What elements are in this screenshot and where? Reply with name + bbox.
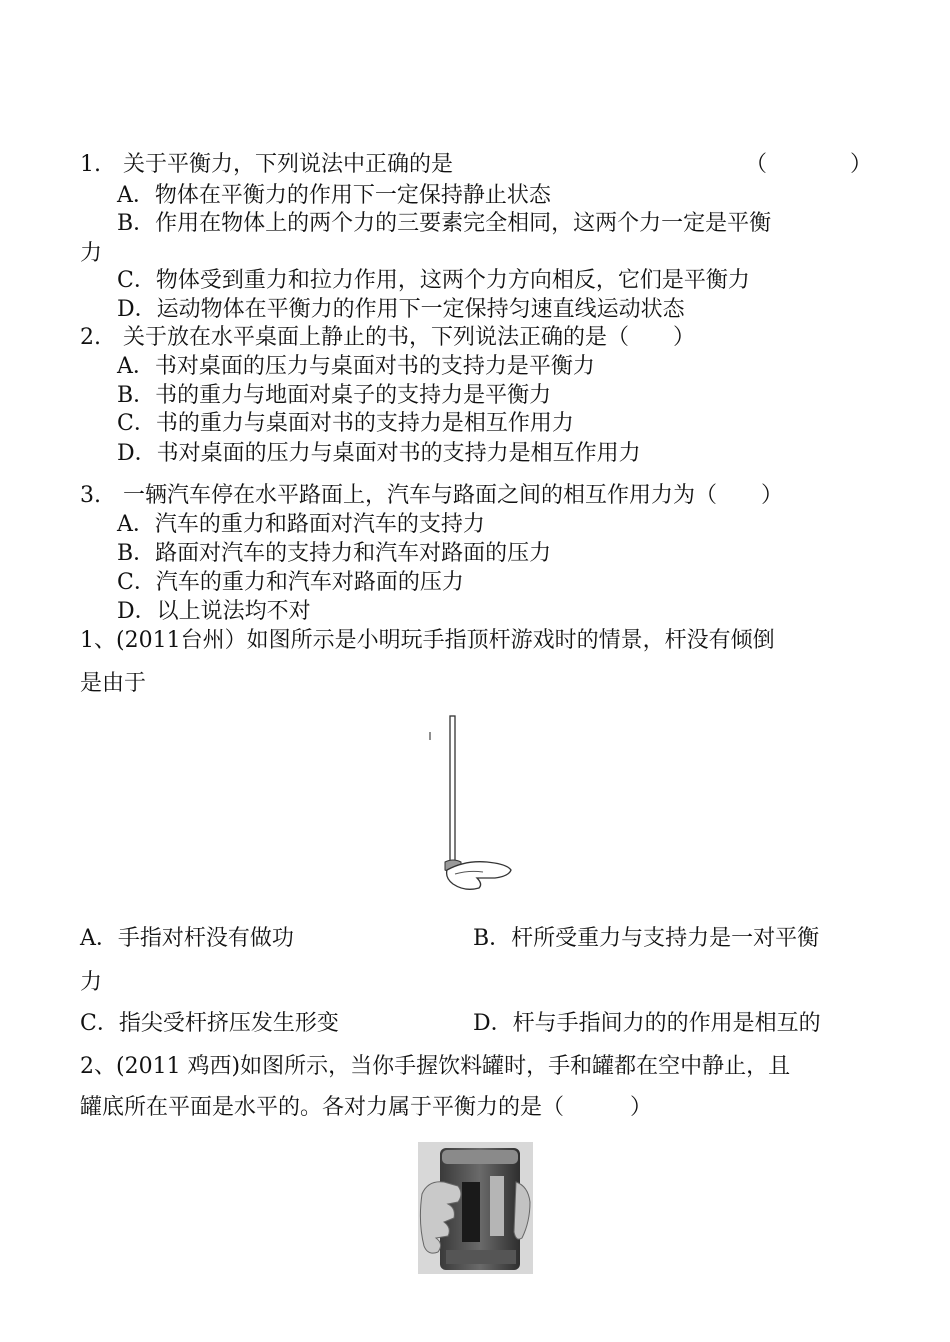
- q3-stem: 3. 一辆汽车停在水平路面上，汽车与路面之间的相互作用力为（ ）: [80, 483, 783, 508]
- q3-option-c: C．汽车的重力和汽车对路面的压力: [117, 570, 464, 595]
- q2-option-b: B．书的重力与地面对桌子的支持力是平衡力: [117, 383, 552, 408]
- q3-option-b: B．路面对汽车的支持力和汽车对路面的压力: [117, 541, 552, 566]
- e2-stem-line2: 罐底所在平面是水平的。各对力属于平衡力的是（ ）: [80, 1095, 653, 1120]
- finger-balancing-rod-figure: [425, 712, 530, 897]
- e1-stem-line1: 1、(2011台州）如图所示是小明玩手指顶杆游戏时的情景，杆没有倾倒: [80, 628, 775, 653]
- q1-option-a: A．物体在平衡力的作用下一定保持静止状态: [117, 183, 551, 208]
- q1-option-d: D．运动物体在平衡力的作用下一定保持匀速直线运动状态: [117, 297, 685, 322]
- e2-stem-line1: 2、(2011 鸡西)如图所示，当你手握饮料罐时，手和罐都在空中静止，且: [80, 1054, 791, 1079]
- e1-option-b-wrap: 力: [80, 970, 103, 995]
- e1-option-c: C．指尖受杆挤压发生形变: [80, 1011, 339, 1036]
- q2-option-a: A．书对桌面的压力与桌面对书的支持力是平衡力: [117, 354, 595, 379]
- e1-option-b: B．杆所受重力与支持力是一对平衡: [473, 926, 820, 951]
- q2-option-c: C．书的重力与桌面对书的支持力是相互作用力: [117, 411, 574, 436]
- q1-option-c: C．物体受到重力和拉力作用，这两个力方向相反，它们是平衡力: [117, 268, 750, 293]
- q1-answer-paren-right: ）: [850, 152, 873, 177]
- q3-option-d: D．以上说法均不对: [117, 599, 311, 624]
- q2-stem: 2. 关于放在水平桌面上静止的书，下列说法正确的是（ ）: [80, 325, 695, 350]
- e1-option-a: A．手指对杆没有做功: [80, 926, 294, 951]
- q1-option-b-wrap: 力: [80, 241, 103, 266]
- q1-option-b: B．作用在物体上的两个力的三要素完全相同，这两个力一定是平衡: [117, 211, 772, 236]
- q1-answer-paren-left: （: [745, 152, 768, 177]
- hand-holding-can-photo: [418, 1142, 533, 1274]
- q2-option-d: D．书对桌面的压力与桌面对书的支持力是相互作用力: [117, 441, 641, 466]
- q3-option-a: A．汽车的重力和路面对汽车的支持力: [117, 512, 485, 537]
- e1-stem-line2: 是由于: [80, 671, 147, 696]
- q1-stem: 1. 关于平衡力，下列说法中正确的是: [80, 152, 453, 177]
- e1-option-d: D．杆与手指间力的的作用是相互的: [473, 1011, 821, 1036]
